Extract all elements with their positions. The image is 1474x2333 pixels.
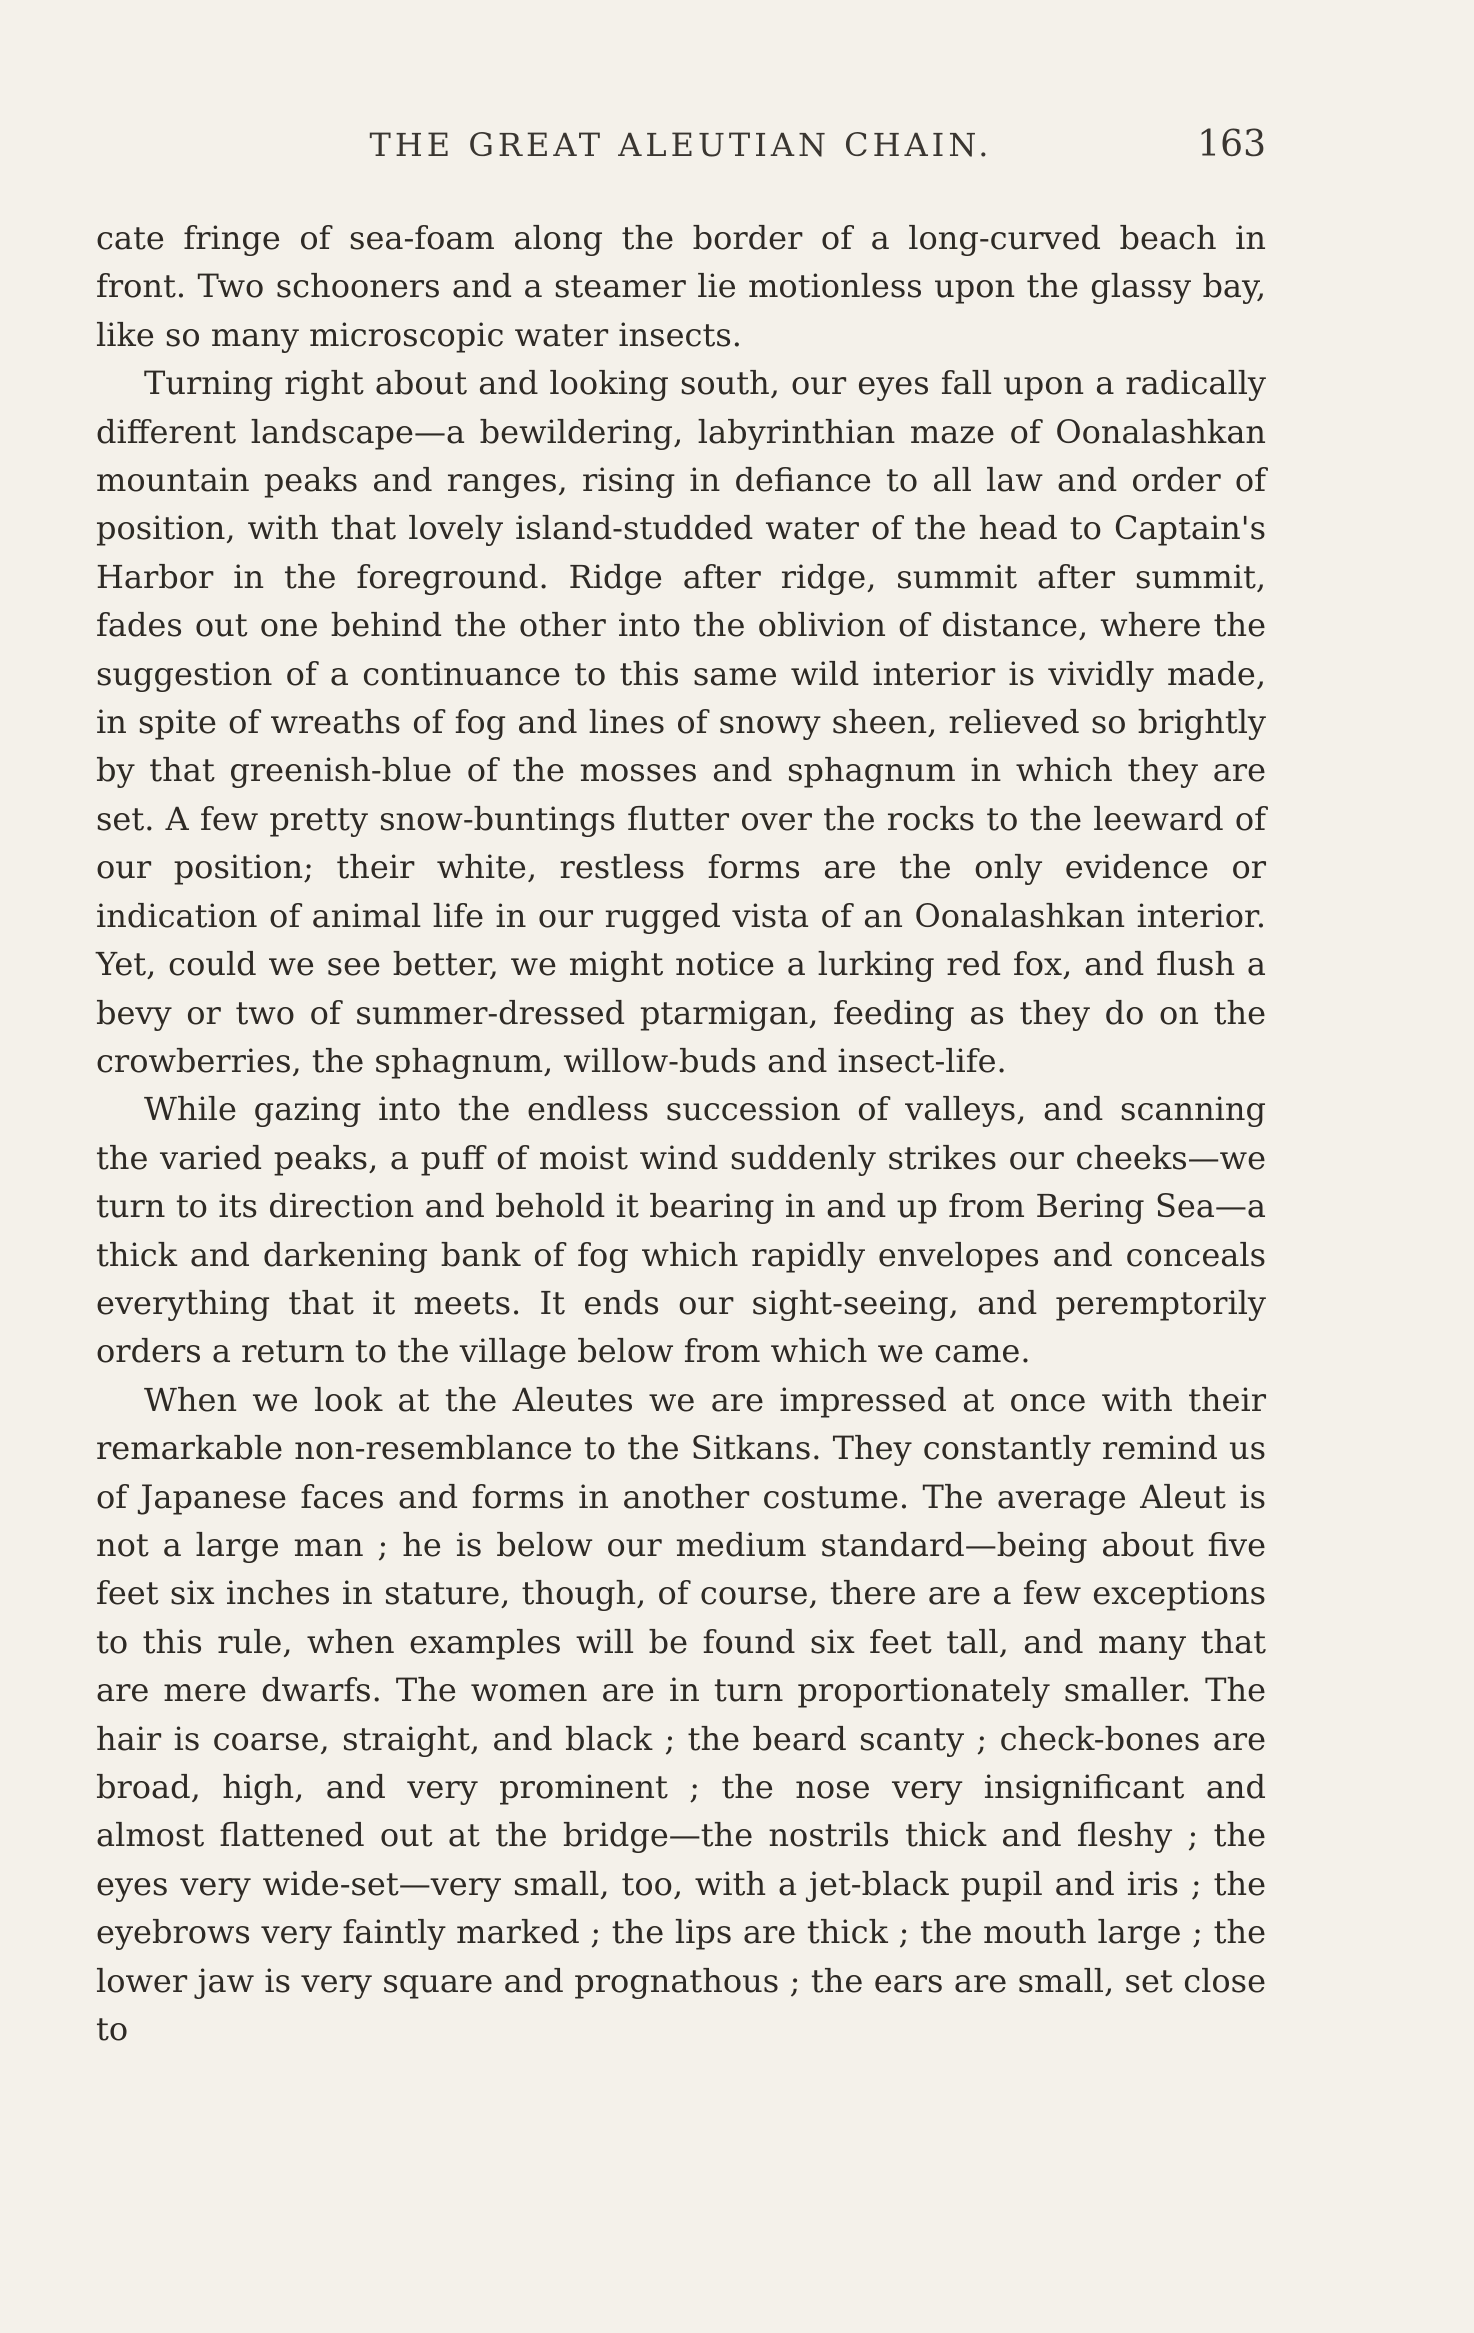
body-text [96, 214, 1266, 2053]
paragraph-landscape: Turning right about and looking south, our eyes fall upon a radically different landscape—a bewildering, labyrinthian maze of Oonalashkan mountain peaks and ranges, rising in defiance to all law and order of position, with that lovely island-studded water of the head to Captain's Harbor in the foreground. Ridge after ridge, summit after summit, fades out one behind the other into the oblivion of distance, where the suggestion of a continuance to this same wild interior is vividly made, in spite of wreaths of fog and lines of snowy sheen, relieved so brightly by that greenish-blue of the mosses and sphagnum in which they are set. A few pretty snow-buntings flutter over the rocks to the leeward of our position; their white, restless forms are the only evidence or indication of animal life in our rugged vista of an Oonalashkan interior. Yet, could we see better, we might notice a lurking red fox, and flush a bevy or two of summer-dressed ptarmigan, feeding as they do on the crowberries, the sphagnum, willow-buds and insect-life. [96, 364, 1266, 1080]
page-number: 163 [1197, 124, 1266, 165]
paragraph-fog: While gazing into the endless succession of valleys, and scanning the varied peaks, a puff of moist wind suddenly strikes our cheeks—we turn to its direction and behold it bearing in and up from Bering Sea—a thick and darkening bank of fog which rapidly envelopes and conceals everything that it meets. It ends our sight-seeing, and peremptorily orders a return to the village below from which we came. [96, 1090, 1266, 1371]
paragraph-aleutes: When we look at the Aleutes we are impressed at once with their remarkable non-resemblance to the Sitkans. They constantly remind us of Japanese faces and forms in another costume. The average Aleut is not a large man ; he is below our medium standard—being about five feet six inches in stature, though, of course, there are a few exceptions to this rule, when examples will be found six feet tall, and many that are mere dwarfs. The women are in turn proportionately smaller. The hair is coarse, straight, and black ; the beard scanty ; check-bones are broad, high, and very prominent ; the nose very insignificant and almost flattened out at the bridge—the nostrils thick and fleshy ; the eyes very wide-set—very small, too, with a jet-black pupil and iris ; the eyebrows very faintly marked ; the lips are thick ; the mouth large ; the lower jaw is very square and prognathous ; the ears are small, set close to [96, 1380, 1266, 2049]
chapter-title: THE GREAT ALEUTIAN CHAIN. [369, 126, 993, 164]
paragraph-continuation: cate fringe of sea-foam along the border of a long-curved beach in front. Two schooners and a steamer lie motionless upon the glassy bay, like so many microscopic water insects. [96, 219, 1266, 354]
running-header [96, 126, 1266, 182]
